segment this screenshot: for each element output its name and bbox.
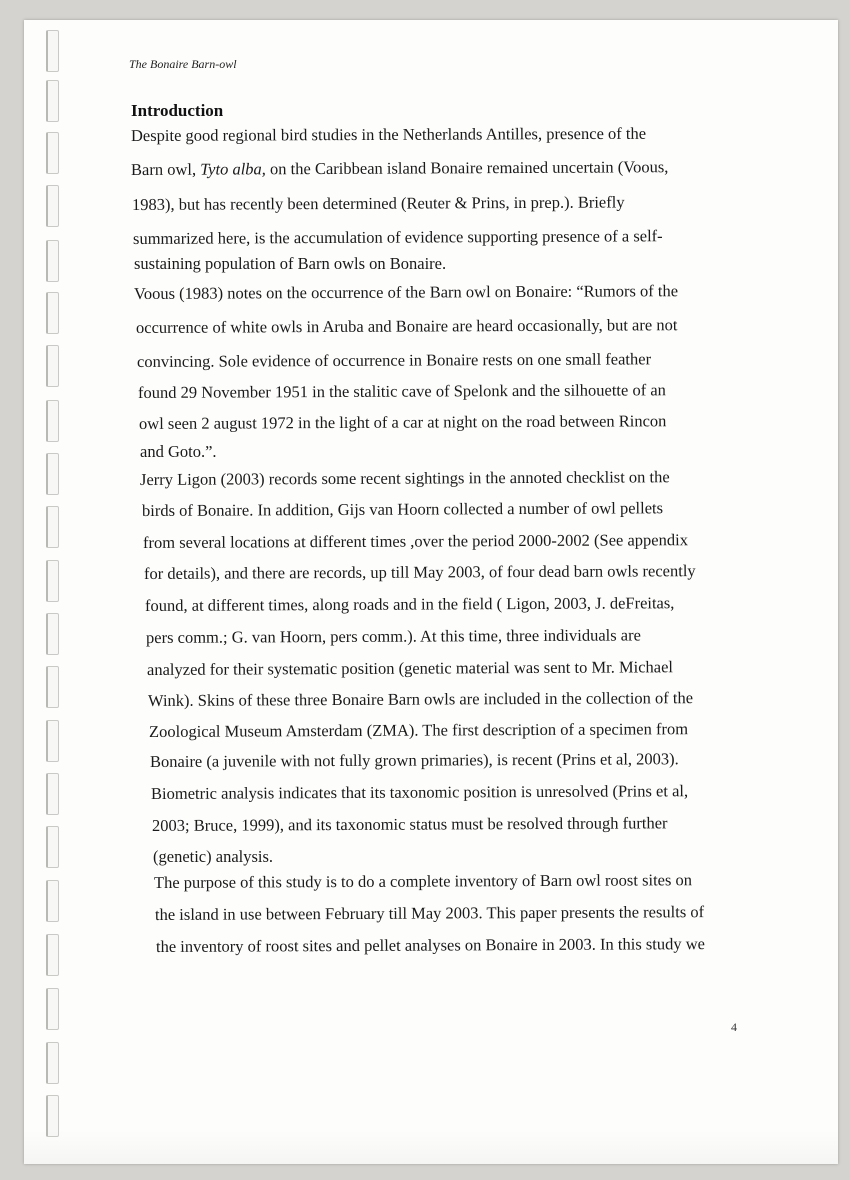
text-line: the island in use between February till May 2003. This paper presents the results of [154,902,705,924]
text-line: Wink). Skins of these three Bonaire Barn owls are included in the collection of the [147,688,694,710]
text-line: from several locations at different times ,over the period 2000-2002 (See appendix [142,530,688,552]
text-line: found, at different times, along roads and in the field ( Ligon, 2003, J. deFreitas, [144,593,675,615]
text-line: occurrence of white owls in Aruba and Bonaire are heard occasionally, but are not [135,315,678,337]
text-line: Bonaire (a juvenile with not fully grown primaries), is recent (Prins et al, 2003). [149,749,679,771]
text-line: analyzed for their systematic position (genetic material was sent to Mr. Michael [146,657,674,679]
text-line: owl seen 2 august 1972 in the light of a car at night on the road between Rincon [138,411,667,433]
text-line: for details), and there are records, up till May 2003, of four dead barn owls recently [143,561,696,583]
text-line: Biometric analysis indicates that its taxonomic position is unresolved (Prins et al, [150,781,689,803]
text-span: Barn owl, [130,159,201,179]
text-line [131,157,668,180]
text-line: The purpose of this study is to do a complete inventory of Barn owl roost sites on [153,870,693,892]
text-line: (genetic) analysis. [153,847,274,866]
text-line: Despite good regional bird studies in the Netherlands Antilles, presence of the [130,123,647,145]
text-line: birds of Bonaire. In addition, Gijs van Hoorn collected a number of owl pellets [141,498,664,520]
text-span: on the Caribbean island Bonaire remained uncertain (Voous, [265,157,669,179]
species-name: Tyto alba, [200,159,266,179]
page-number: 4 [731,1020,737,1034]
page-edge-shadow [24,1130,838,1164]
running-header: The Bonaire Barn-owl [129,57,237,71]
text-line: sustaining population of Barn owls on Bonaire. [134,254,447,273]
text-line: Voous (1983) notes on the occurrence of the Barn owl on Bonaire: “Rumors of the [133,281,679,303]
text-line: the inventory of roost sites and pellet analyses on Bonaire in 2003. In this study we [155,934,706,956]
text-line: found 29 November 1951 in the stalitic cave of Spelonk and the silhouette of an [137,380,666,402]
text-line: 1983), but has recently been determined (Reuter & Prins, in prep.). Briefly [131,192,625,214]
text-line: summarized here, is the accumulation of evidence supporting presence of a self- [132,226,663,248]
text-line: pers comm.; G. van Hoorn, pers comm.). At this time, three individuals are [145,625,641,647]
text-line: convincing. Sole evidence of occurrence in Bonaire rests on one small feather [136,349,652,371]
text-line: Zoological Museum Amsterdam (ZMA). The first description of a specimen from [148,719,689,741]
section-heading: Introduction [131,101,224,120]
text-line: 2003; Bruce, 1999), and its taxonomic status must be resolved through further [151,813,668,835]
text-line: Jerry Ligon (2003) records some recent sightings in the annoted checklist on the [139,467,670,489]
text-line: and Goto.”. [140,442,217,461]
